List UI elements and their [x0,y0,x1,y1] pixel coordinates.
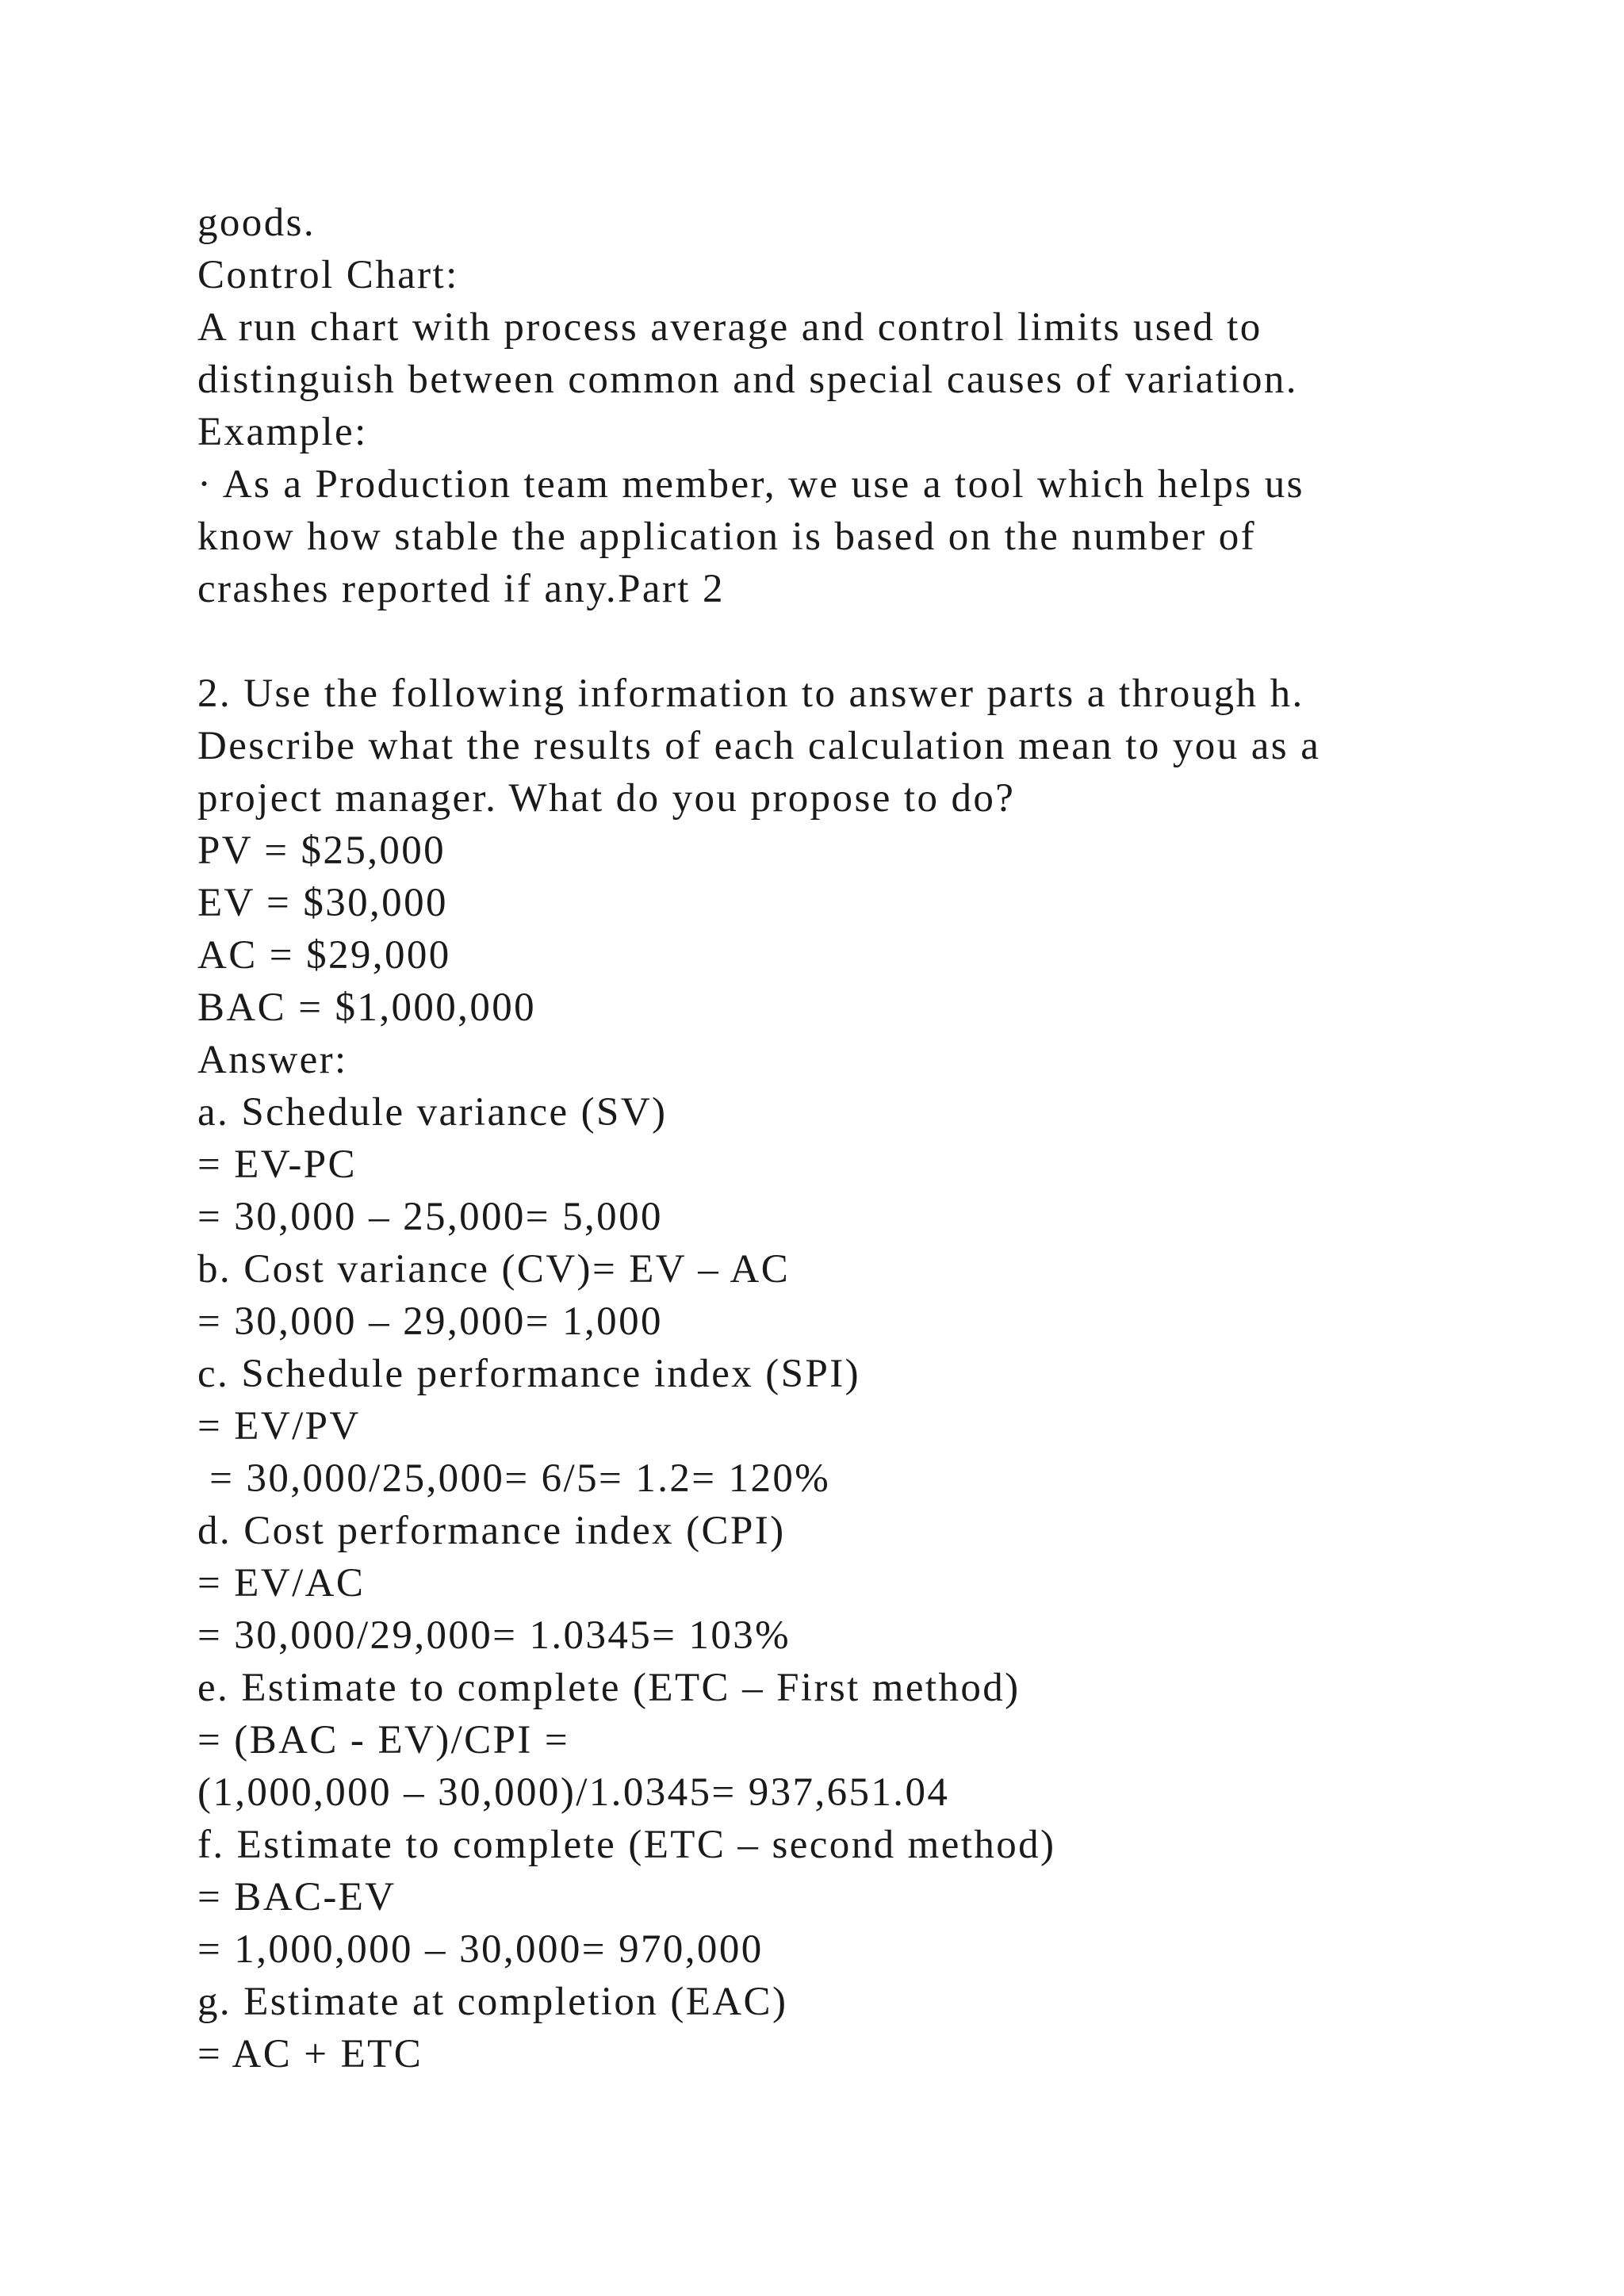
formula-line: = (BAC - EV)/CPI = [197,1718,570,1762]
formula-line: = 30,000/25,000= 6/5= 1.2= 120% [197,1456,831,1501]
formula-line: = 30,000/29,000= 1.0345= 103% [197,1613,791,1658]
answer-item: a. Schedule variance (SV) [197,1090,668,1135]
answer-item: d. Cost performance index (CPI) [197,1509,786,1553]
formula-line: = BAC-EV [197,1875,396,1919]
text-line: distinguish between common and special causes of variation. [197,358,1298,402]
answer-item: b. Cost variance (CV)= EV – AC [197,1247,791,1292]
formula-line: = 30,000 – 25,000= 5,000 [197,1195,663,1239]
answer-item: c. Schedule performance index (SPI) [197,1352,860,1396]
answer-item: f. Estimate to complete (ETC – second method) [197,1823,1056,1867]
heading-control-chart: Control Chart: [197,253,459,297]
given-value-bac: BAC = $1,000,000 [197,985,537,1030]
text-line: A run chart with process average and control limits used to [197,305,1262,350]
given-value-ac: AC = $29,000 [197,933,451,978]
bullet-item: · As a Production team member, we use a tool which helps us [197,462,1304,507]
text-line: know how stable the application is based on the number of [197,515,1257,559]
question-text: Describe what the results of each calculation mean to you as a [197,724,1321,768]
heading-answer: Answer: [197,1038,348,1082]
formula-line: = EV/AC [197,1561,366,1605]
answer-item: g. Estimate at completion (EAC) [197,1980,788,2024]
document-body [197,197,1545,2080]
answer-item: e. Estimate to complete (ETC – First method) [197,1666,1021,1710]
question-text: project manager. What do you propose to do? [197,776,1016,821]
formula-line: = 1,000,000 – 30,000= 970,000 [197,1927,764,1972]
formula-line: = EV-PC [197,1142,357,1187]
question-text: 2. Use the following information to answer parts a through h. [197,672,1304,716]
formula-line: = AC + ETC [197,2032,423,2076]
given-value-ev: EV = $30,000 [197,881,448,925]
formula-line: = EV/PV [197,1404,361,1448]
text-line: goods. [197,201,316,245]
blank-line [197,615,1545,668]
text-line: crashes reported if any.Part 2 [197,567,725,611]
given-value-pv: PV = $25,000 [197,828,446,873]
formula-line: = 30,000 – 29,000= 1,000 [197,1299,663,1344]
heading-example: Example: [197,410,368,454]
formula-line: (1,000,000 – 30,000)/1.0345= 937,651.04 [197,1770,950,1815]
